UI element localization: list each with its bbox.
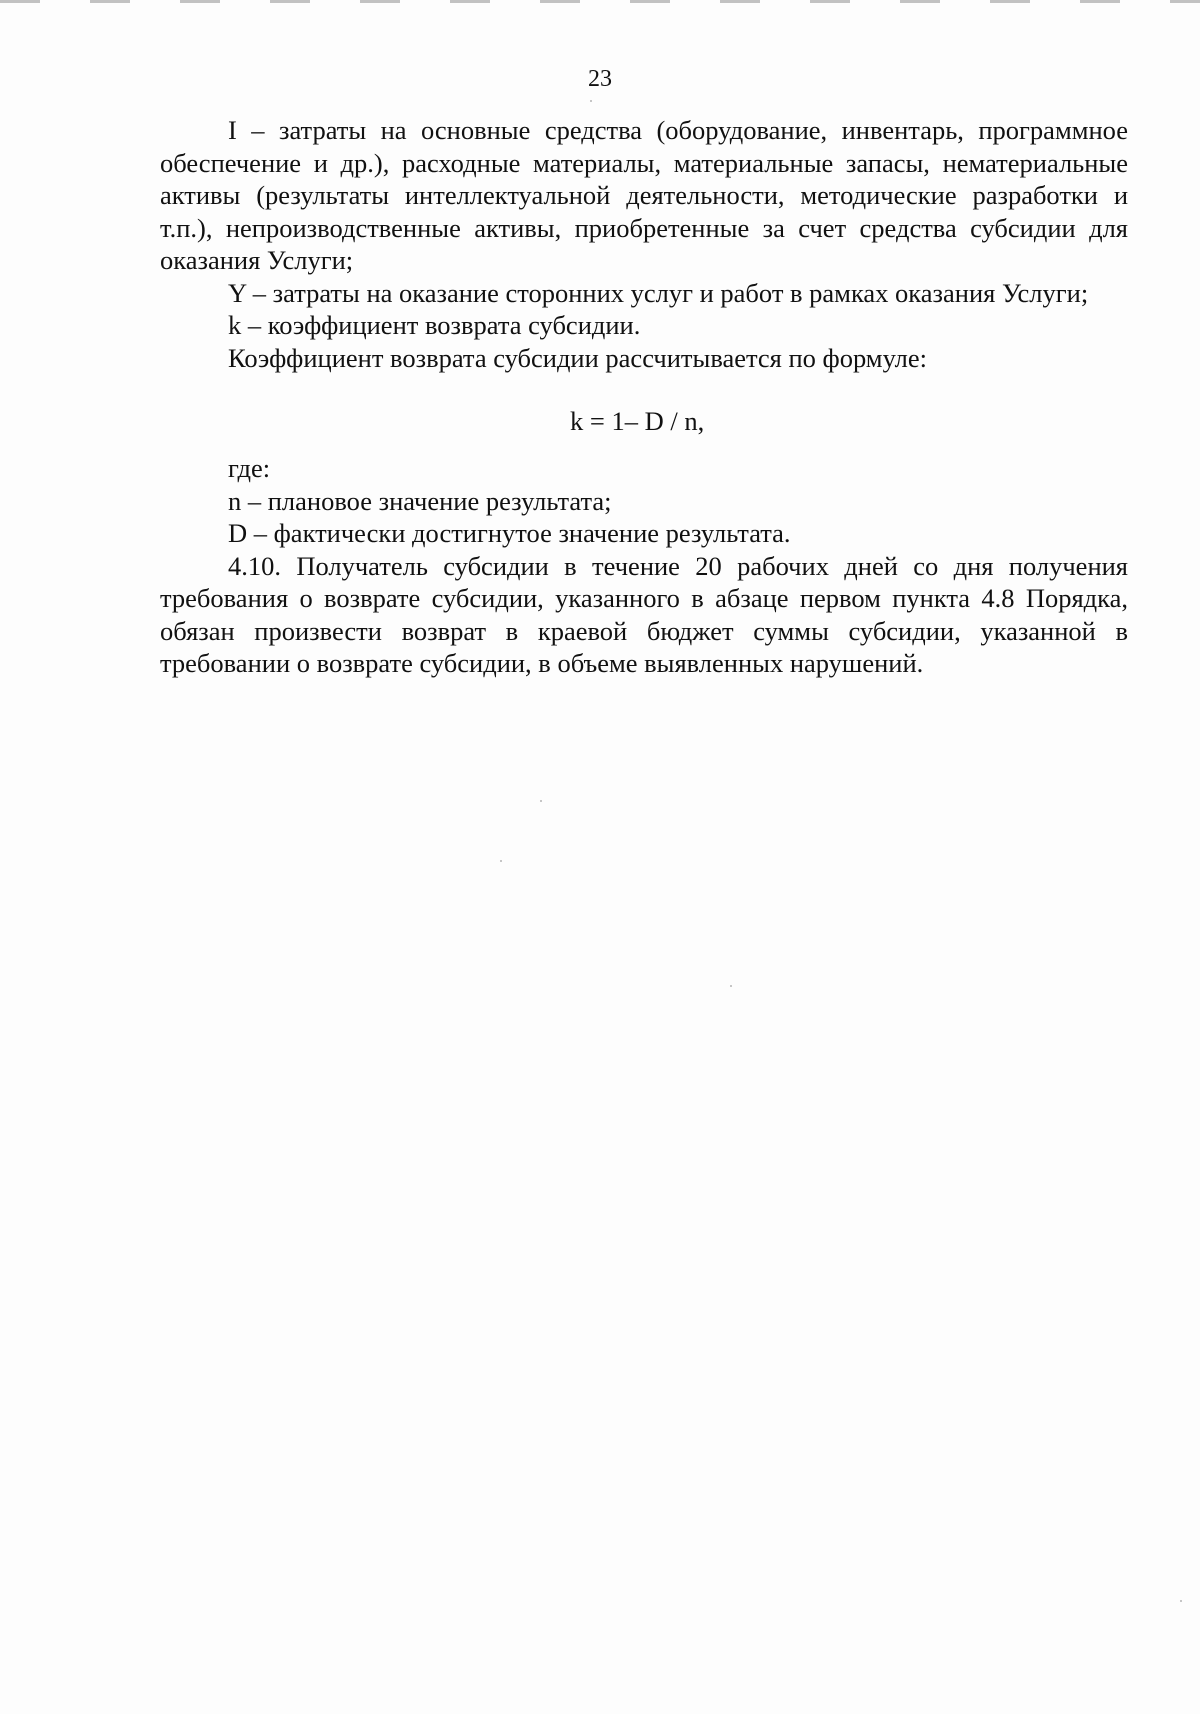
scan-speck <box>590 100 592 102</box>
document-body <box>160 114 1128 680</box>
where-label: где: <box>228 453 271 483</box>
paragraph-return-coefficient: k – коэффициент возврата субсидии. <box>228 310 641 340</box>
paragraph-costs-fixed-assets: I – затраты на основные средства (оборудование, инвентарь, программное обеспечение и др.), расходные материалы, материальные запасы, нематериальные активы (результаты интеллектуальной деятельности, методические разработки и т.п.), непроизводственные активы, приобретенные за счет средства субсидии для оказания Услуги; <box>160 115 1128 275</box>
scan-speck <box>500 860 502 862</box>
clause-4-10: 4.10. Получатель субсидии в течение 20 рабочих дней со дня получения требования о возврате субсидии, указанного в абзаце первом пункта 4.8 Порядка, обязан произвести возврат в краевой бюджет суммы субсидии, указанной в требовании о возврате субсидии, в объеме выявленных нарушений. <box>160 550 1128 678</box>
scan-speck <box>1180 1600 1182 1602</box>
page-number: 23 <box>588 66 612 92</box>
paragraph-costs-services: Y – затраты на оказание сторонних услуг и работ в рамках оказания Услуги; <box>228 277 1089 308</box>
scan-speck <box>730 985 732 987</box>
definition-d: D – фактически достигнутое значение результата. <box>228 518 791 548</box>
scan-speck <box>540 800 542 802</box>
formula: k = 1– D / n, <box>570 406 705 436</box>
scan-top-edge <box>0 0 1200 3</box>
paragraph-formula-intro: Коэффициент возврата субсидии рассчитывается по формуле: <box>228 342 928 373</box>
definition-n: n – плановое значение результата; <box>228 485 612 516</box>
